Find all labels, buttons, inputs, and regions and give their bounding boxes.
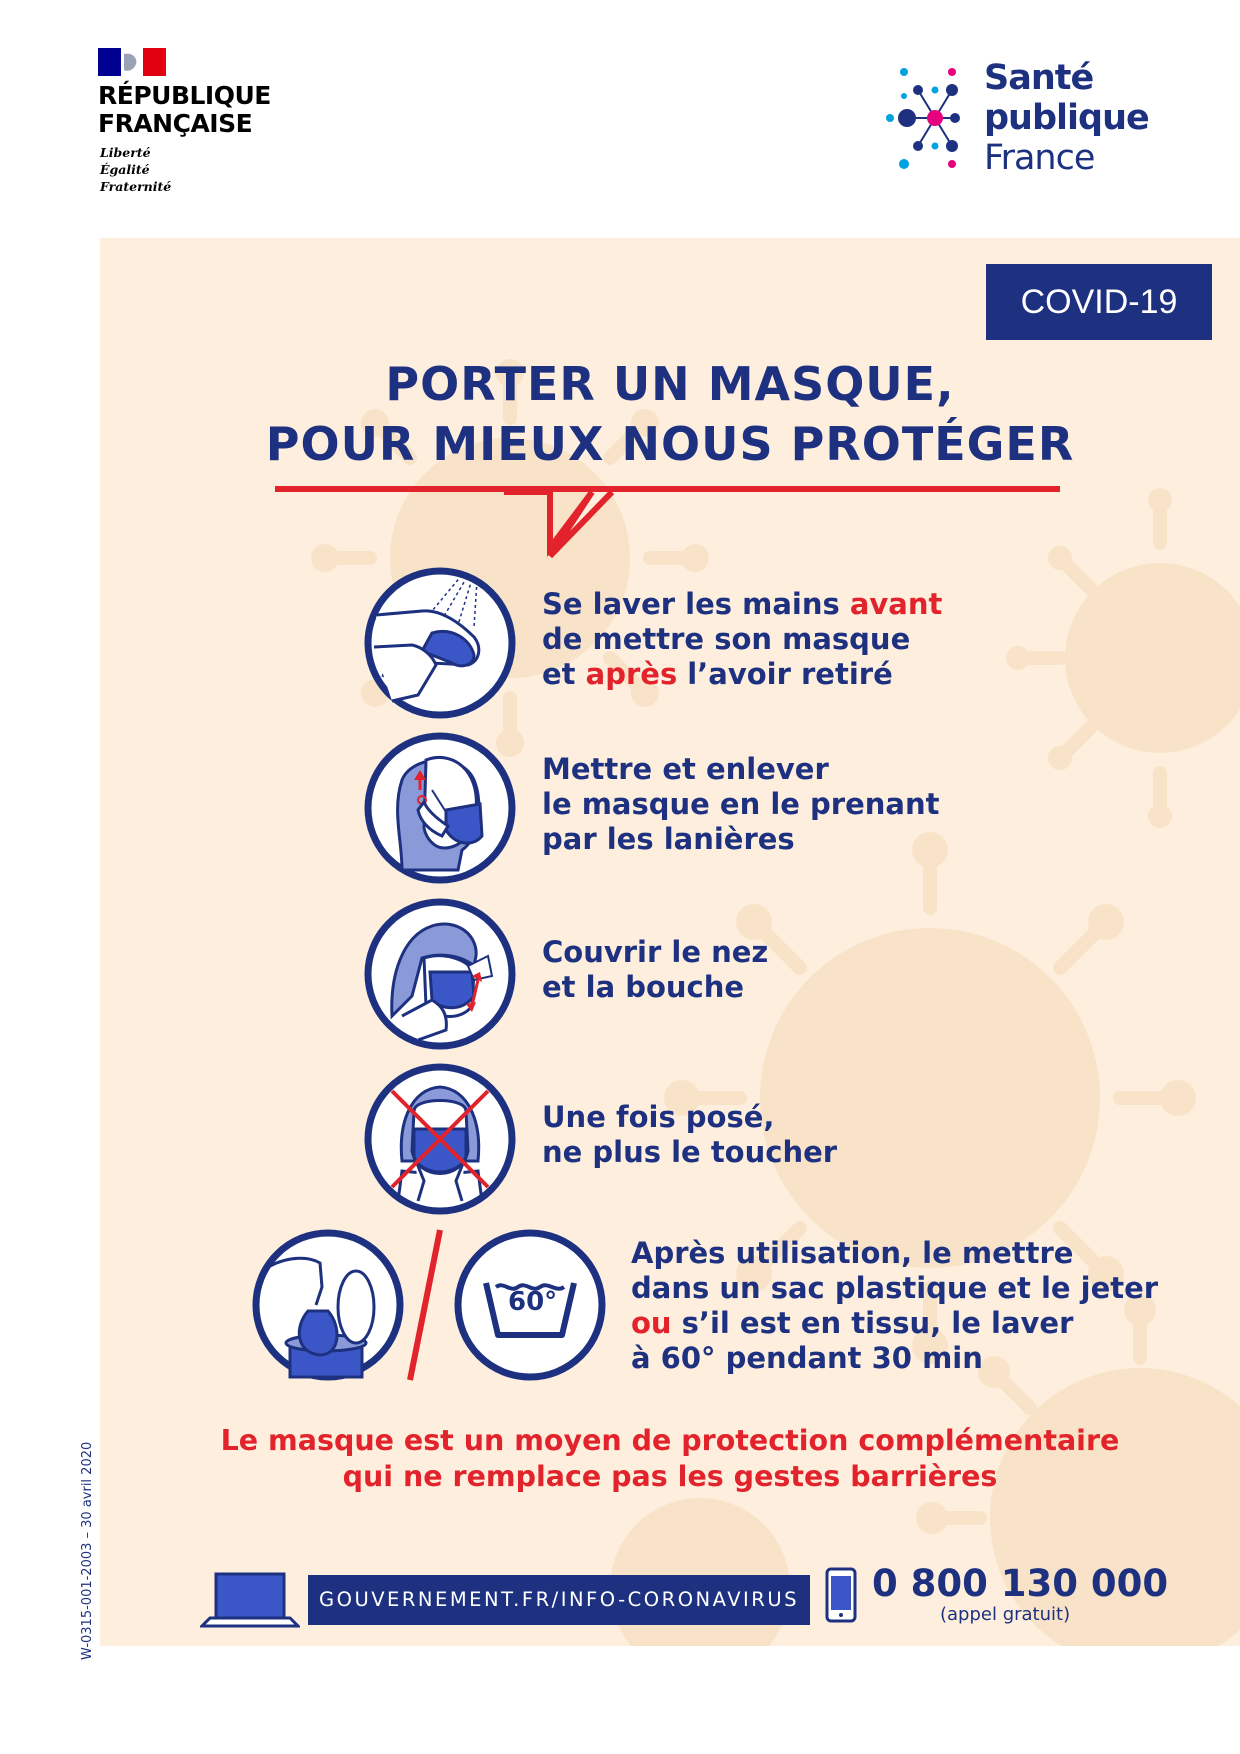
step-1-line-1: Se laver les mains avant [542,587,943,621]
step-1-line-3: et après l’avoir retiré [542,657,893,691]
step-5-line-1: Après utilisation, le mettre [631,1236,1074,1270]
step-3-line-2: et la bouche [542,970,745,1004]
motto-liberte: Liberté [100,145,151,160]
step-4-text [542,1100,837,1170]
trash-bin-icon [250,1227,406,1383]
spf-word-sante: Santé [984,58,1094,98]
motto-fraternite: Fraternité [100,179,172,194]
hand-washing-icon [362,565,518,721]
mask-straps-icon [362,730,518,886]
spf-wordmark [984,58,1149,178]
marianne-flag-icon [98,48,166,76]
motto-egalite: Égalité [100,162,150,177]
step-1-line-2: de mettre son masque [542,622,911,656]
step-5-line-2: dans un sac plastique et le jeter [631,1271,1159,1305]
step-4-line-1: Une fois posé, [542,1100,775,1134]
covid-19-badge: COVID-19 [986,264,1212,340]
poster-title [150,354,1190,474]
step-2-line-2: le masque en le prenant [542,787,940,821]
step-3-line-1: Couvrir le nez [542,935,769,969]
molecule-icon [880,48,980,198]
smartphone-icon [824,1566,858,1624]
republique-francaise-name: RÉPUBLIQUE FRANÇAISE [98,81,271,138]
step-2-text [542,752,940,857]
step-4-line-2: ne plus le toucher [542,1135,838,1169]
note-line-1: Le masque est un moyen de protection complémentaire [220,1424,1120,1457]
or-slash-icon [404,1226,444,1384]
step-2-line-1: Mettre et enlever [542,752,829,786]
info-coronavirus-url[interactable]: GOUVERNEMENT.FR/INFO-CORONAVIRUS [308,1575,810,1625]
title-line-2: POUR MIEUX NOUS PROTÉGER [265,417,1075,471]
step-1-text [542,587,942,692]
spf-word-france: France [984,138,1095,178]
republic-motto [100,144,171,195]
wash-temperature-label: 60° [508,1287,558,1317]
sante-publique-france-logo [880,48,1149,198]
republique-francaise-logo [98,48,298,198]
cover-nose-mouth-icon [362,896,518,1052]
step-5-line-3: ou s’il est en tissu, le laver [631,1306,1074,1340]
laptop-icon [200,1570,300,1630]
note-line-2: qui ne remplace pas les gestes barrières [342,1460,998,1493]
do-not-touch-icon [362,1061,518,1217]
hotline-number[interactable]: 0 800 130 000 [872,1562,1169,1605]
hotline-free-call-note: (appel gratuit) [940,1604,1071,1625]
step-3-text [542,935,768,1005]
spf-word-publique: publique [984,98,1149,138]
step-5-text [631,1236,1158,1376]
title-line-1: PORTER UN MASQUE, [385,357,955,411]
step-5-line-4: à 60° pendant 30 min [631,1341,983,1375]
step-2-line-3: par les lanières [542,822,795,856]
speech-bubble-underline-icon [272,480,1062,560]
protection-note [150,1423,1190,1495]
document-reference: W-0315-001-2003 – 30 avril 2020 [80,1441,95,1660]
